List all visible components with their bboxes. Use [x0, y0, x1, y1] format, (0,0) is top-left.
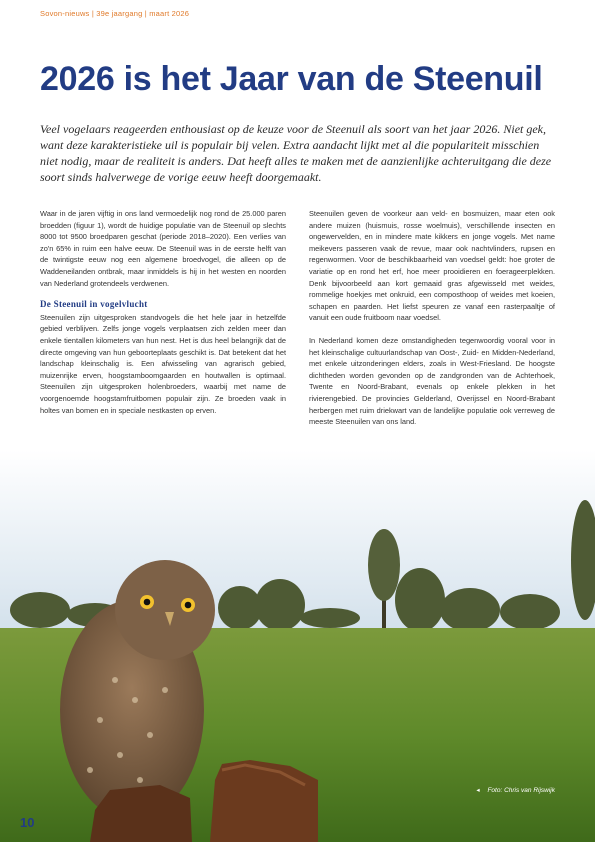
photo-credit [476, 786, 555, 794]
paragraph: Steenuilen zijn uitgesproken standvogels die het hele jaar in hetzelfde gebied verblijven. Zelfs jonge vogels verplaatsen zich zelden meer dan enkele tientallen kilometers van hun nest. Het is dus heel belangrijk dat de directe omgeving van hun geboorteplaats geschikt is. Dat betekent dat het landschap kleinschalig is. Een afwisseling van agrarisch gebied, muizenrijke erven, hoogstamboomgaarden en houtwallen is optimaal. Steenuilen zijn uitgesproken holenbroeders, waarbij met name de voorgenoemde hoogstamfruitbomen populair zijn. Ze broeden vaak in holtes van bomen en in speciale nestkasten op erven. [40, 312, 286, 415]
header-separator: | [144, 9, 147, 18]
paragraph: Waar in de jaren vijftig in ons land vermoedelijk nog rond de 25.000 paren broedden (figuur 1), wordt de huidige populatie van de Steenuil op slechts 8000 tot 9500 broedparen geschat (periode 2018–2020). Een verlies van zo'n 65% in ruim een halve eeuw. De Steenuil was in de eerste helft van de twintigste eeuw nog een algemene broedvogel, die alleen op de Waddeneilanden ontbrak, maar inmiddels is hij in het westen en noorden van Nederland grotendeels verdwenen. [40, 209, 286, 288]
page-number: 10 [20, 815, 35, 830]
running-header [40, 9, 189, 18]
article-intro: Veel vogelaars reageerden enthousiast op de keuze voor de Steenuil als soort van het jaar 2026. Niet gek, want deze karakteristieke uil is populair bij velen. Extra aandacht lijkt met al die populariteit misschien niet nodig, maar de realiteit is anders. Dat heeft alles te maken met de aanzienlijke achteruitgang die deze soort sinds halverwege de vorige eeuw heeft doorgemaakt. [40, 122, 552, 184]
text-column-right [309, 208, 555, 428]
article-title: 2026 is het Jaar van de Steenuil [40, 60, 543, 98]
header-date: maart 2026 [149, 9, 190, 18]
photo-credit-text: Foto: Chris van Rijswijk [487, 787, 555, 794]
header-separator: | [91, 9, 94, 18]
header-volume: 39e jaargang [96, 9, 143, 18]
owl-photo [0, 450, 595, 842]
credit-arrow-icon: ◂ [476, 787, 480, 794]
text-column-left [40, 208, 286, 416]
paragraph: In Nederland komen deze omstandigheden tegenwoordig vooral voor in het kleinschalige cultuurlandschap van Oost-, Zuid- en Midden-Nederland, met enkele uitzonderingen elders, zoals in West-Friesland. De hoogste dichtheden worden gevonden op de zandgronden van de Achterhoek, Twente en Noord-Brabant, evenals op enkele plekken in het rivierengebied. De provincies Gelderland, Overijssel en Noord-Brabant herbergen met ruim driekwart van de landelijke populatie ook verreweg de meeste Steenuilen van ons land. [309, 335, 555, 427]
header-publication: Sovon-nieuws [40, 9, 90, 18]
section-subheading: De Steenuil in vogelvlucht [40, 299, 148, 310]
paragraph: Steenuilen geven de voorkeur aan veld- en bosmuizen, maar eten ook andere muizen (huismuis, rosse woelmuis), verschillende insecten en ongewervelden, en in mindere mate kikkers en jonge vogels. Met name meikevers passeren vaak de revue, maar ook nachtvlinders, rupsen en regenwormen. Voor de beschikbaarheid van voedsel geldt: hoe groter de variatie op en rond het erf, hoe meer prooidieren en foerageerplekken. Denk bijvoorbeeld aan kort gemaaid gras afgewisseld met weides, rommelige hoekjes met onkruid, een composthoop of weides met koeien, schapen en paarden. Het liefst speuren ze vanaf een rasterpaaltje of vanuit een oude fruitboom naar voedsel. [309, 209, 555, 323]
fence-post-right [210, 760, 318, 842]
